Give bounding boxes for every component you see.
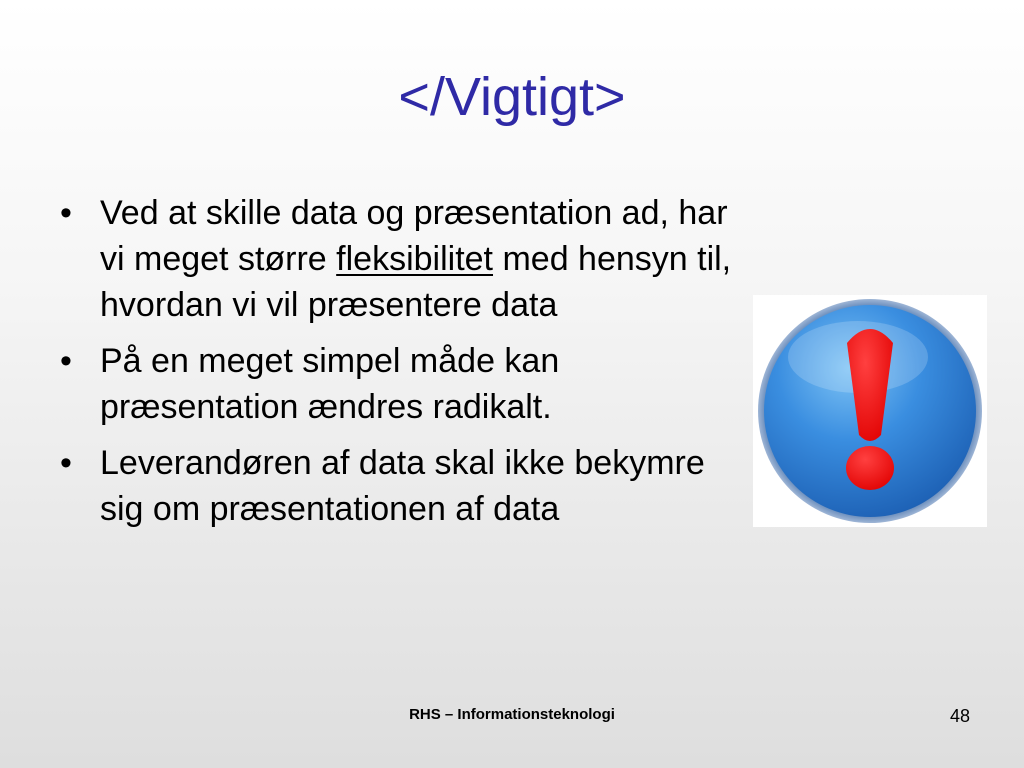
bullet-text: med hensyn til, hvordan vi vil præsentere data (100, 240, 732, 324)
exclamation-dot (846, 446, 894, 490)
bullet-emphasis: fleksibilitet (336, 240, 494, 278)
page-number: 48 (949, 706, 970, 726)
footer-text: RHS – Informationsteknologi (409, 706, 615, 723)
bullet-item (58, 338, 738, 430)
bullet-list (58, 190, 738, 542)
slide-title: </Vigtigt> (398, 67, 626, 127)
bullet-text: Ved at skille data og præsentation ad, har vi meget større (100, 194, 728, 278)
bullet-text: Leverandøren af data skal ikke bekymre sig om præsentationen af data (100, 444, 705, 528)
bullet-text: På en meget simpel måde kan præsentation ændres radikalt. (100, 342, 560, 426)
bullet-symbol: • (60, 194, 72, 232)
bullet-symbol: • (60, 342, 72, 380)
bullet-item (58, 190, 738, 328)
bullet-symbol: • (60, 444, 72, 482)
exclamation-icon (753, 295, 987, 527)
bullet-item (58, 440, 738, 532)
